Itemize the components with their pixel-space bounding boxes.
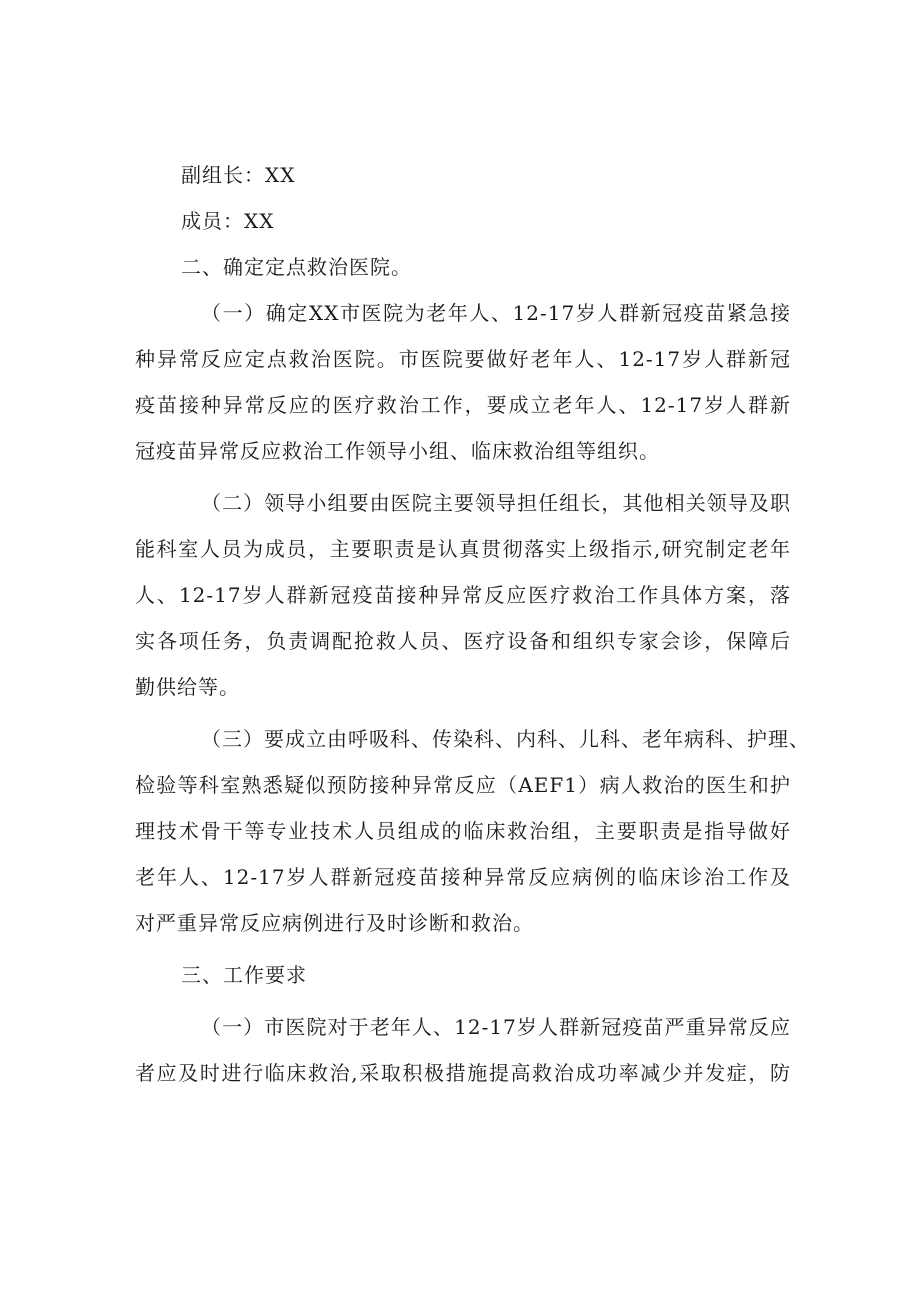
- document-body: [135, 152, 810, 1096]
- paragraph-line: （三）要成立由呼吸科、传染科、内科、儿科、老年病科、护理、: [201, 727, 810, 751]
- section-two-heading: 二、确定定点救治医院。: [181, 255, 412, 279]
- paragraph-line: 人、12-17岁人群新冠疫苗接种异常反应医疗救治工作具体方案，落: [135, 583, 791, 607]
- paragraph-line: （一）市医院对于老年人、12-17岁人群新冠疫苗严重异常反应: [201, 1015, 791, 1039]
- paragraph-line: 检验等科室熟悉疑似预防接种异常反应（AEF1）病人救治的医生和护: [135, 773, 791, 797]
- paragraph-line: 疫苗接种异常反应的医疗救治工作，要成立老年人、12-17岁人群新: [135, 393, 791, 417]
- paragraph-line: 勤供给等。: [135, 675, 240, 699]
- paragraph-line: （一）确定XX市医院为老年人、12-17岁人群新冠疫苗紧急接: [201, 301, 791, 325]
- paragraph-line: 对严重异常反应病例进行及时诊断和救治。: [135, 911, 534, 935]
- paragraph-line: 能科室人员为成员，主要职责是认真贯彻落实上级指示,研究制定老年: [135, 537, 791, 561]
- paragraph-line: （二）领导小组要由医院主要领导担任组长，其他相关领导及职: [201, 491, 791, 515]
- paragraph-line: 种异常反应定点救治医院。市医院要做好老年人、12-17岁人群新冠: [135, 347, 791, 371]
- paragraph-clinical-team: [135, 716, 810, 946]
- paragraph-line: 者应及时进行临床救治,采取积极措施提高救治成功率减少并发症，防: [135, 1061, 791, 1085]
- vice-leader-line: 副组长：XX: [181, 163, 296, 187]
- paragraph-work-requirements: [135, 1004, 791, 1096]
- section-three-heading: 三、工作要求: [181, 963, 307, 987]
- paragraph-leading-group: [135, 480, 791, 710]
- paragraph-line: 实各项任务，负责调配抢救人员、医疗设备和组织专家会诊，保障后: [135, 629, 791, 653]
- paragraph-line: 冠疫苗异常反应救治工作领导小组、临床救治组等组织。: [135, 439, 660, 463]
- paragraph-line: 理技术骨干等专业技术人员组成的临床救治组，主要职责是指导做好: [135, 819, 791, 843]
- paragraph-line: 老年人、12-17岁人群新冠疫苗接种异常反应病例的临床诊治工作及: [135, 865, 791, 889]
- members-line: 成员：XX: [181, 209, 275, 233]
- paragraph-designate-hospital: [135, 290, 791, 474]
